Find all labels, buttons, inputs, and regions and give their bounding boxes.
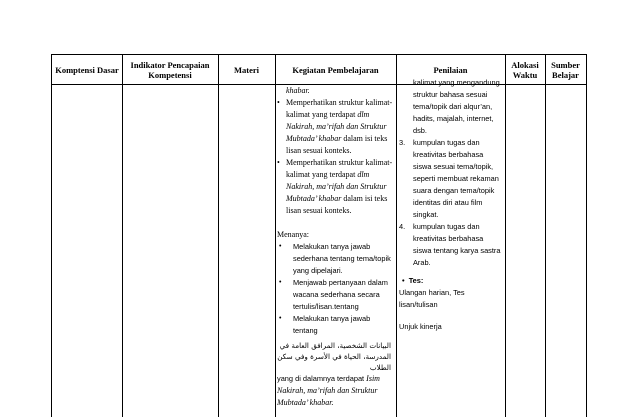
column-indikator (122, 55, 219, 417)
menanya-heading: Menanya: (277, 230, 309, 239)
kegiatan-cell (277, 85, 395, 409)
column-materi (218, 55, 276, 417)
bullet-icon: • (279, 279, 282, 286)
unjuk-kinerja: Unjuk kinerja (399, 322, 442, 331)
header-materi: Materi (233, 64, 259, 75)
text-line: lisan sesuai konteks. (286, 146, 352, 155)
column-sumber (545, 55, 587, 417)
text-line: Mubtada’ khabar. (277, 398, 334, 407)
text: Menjawab pertanyaan dalam wacana sederhana secara tertulis/lisan.tentang (293, 278, 388, 311)
item-number: 3. (399, 138, 406, 147)
text-line (277, 373, 395, 385)
text: kalimat yang terdapat (286, 170, 356, 179)
text: dalam isi teks (341, 194, 388, 203)
text-line: Nakirah, ma’rifah dan Struktur (277, 386, 378, 395)
bullet-icon: • (402, 276, 405, 285)
penilaian-cell (399, 77, 503, 333)
text: dalam isi teks (341, 134, 388, 143)
arabic-text: البيانات الشخصية، المرافق العامة في المدرسة، الحياة في الأسرة وفي سكن الطلاب (277, 341, 391, 372)
text: Tes: (408, 276, 424, 285)
text-line: Memperhatikan struktur kalimat- (286, 158, 393, 167)
kegiatan-line-khabar: khabar. (286, 86, 310, 95)
text: kalimat yang terdapat (286, 110, 356, 119)
text: kumpulan tugas dan kreativitas berbahasa siswa tentang karya sastra Arab. (413, 222, 501, 267)
column-kompetensi-dasar (52, 55, 123, 417)
header-kompetensi-dasar: Komptensi Dasar (55, 64, 119, 75)
text-line: lisan sesuai konteks. (286, 206, 352, 215)
tes-text: Ulangan harian, Tes lisan/tulisan (399, 288, 465, 309)
kegiatan-bullet-2 (277, 157, 395, 217)
text: Melakukan tanya jawab sederhana tentang tema/topik yang dipelajari. (293, 242, 391, 275)
text-italic: Mubtada’ khabar (286, 194, 342, 203)
text-line: Memperhatikan struktur kalimat- (286, 98, 393, 107)
text-line (286, 193, 392, 205)
penilaian-item-4 (399, 221, 503, 269)
penilaian-item-3 (399, 137, 503, 221)
bullet-icon: • (277, 98, 280, 107)
header-sumber: Sumber Belajar (551, 59, 580, 80)
kegiatan-bullet-1 (277, 97, 395, 157)
header-penilaian: Penilaian (433, 64, 468, 75)
menanya-item-3 (277, 313, 395, 337)
header-alokasi: Alokasi Waktu (511, 59, 539, 80)
menanya-item-1 (277, 241, 395, 277)
text-line: Nakirah, ma’rifah dan Struktur (286, 182, 387, 191)
bullet-icon: • (277, 158, 280, 167)
text: yang di dalamnya terdapat (277, 374, 365, 383)
penilaian-item-2-cont: kalimat yang mengandung struktur bahasa sesuai tema/topik dari alqur’an, hadits, majalah, internet, dsb. (413, 78, 500, 135)
text-line (286, 169, 392, 181)
header-indikator: Indikator Pencapaian Kompetensi (130, 59, 210, 80)
text-line: Nakirah, ma’rifah dan Struktur (286, 122, 387, 131)
text-line (286, 109, 392, 121)
text: Melakukan tanya jawab tentang (293, 314, 371, 335)
bullet-icon: • (279, 315, 282, 322)
lesson-plan-table (51, 54, 587, 417)
tes-label (399, 275, 503, 287)
item-number: 4. (399, 222, 406, 231)
menanya-item-2 (277, 277, 395, 313)
text-italic: Mubtada’ khabar (286, 134, 342, 143)
text-italic: Isim (366, 374, 380, 383)
text-line (286, 133, 392, 145)
text-italic: dlm (357, 170, 370, 179)
bullet-icon: • (279, 243, 282, 250)
header-kegiatan: Kegiatan Pembelajaran (292, 64, 379, 75)
text: kumpulan tugas dan kreativitas berbahasa siswa sesuai tema/topik, seperti membuat rekaman suara dengan tema/topik identitas diri atau film singkat. (413, 138, 499, 219)
text-italic: dlm (357, 110, 370, 119)
column-alokasi (505, 55, 546, 417)
